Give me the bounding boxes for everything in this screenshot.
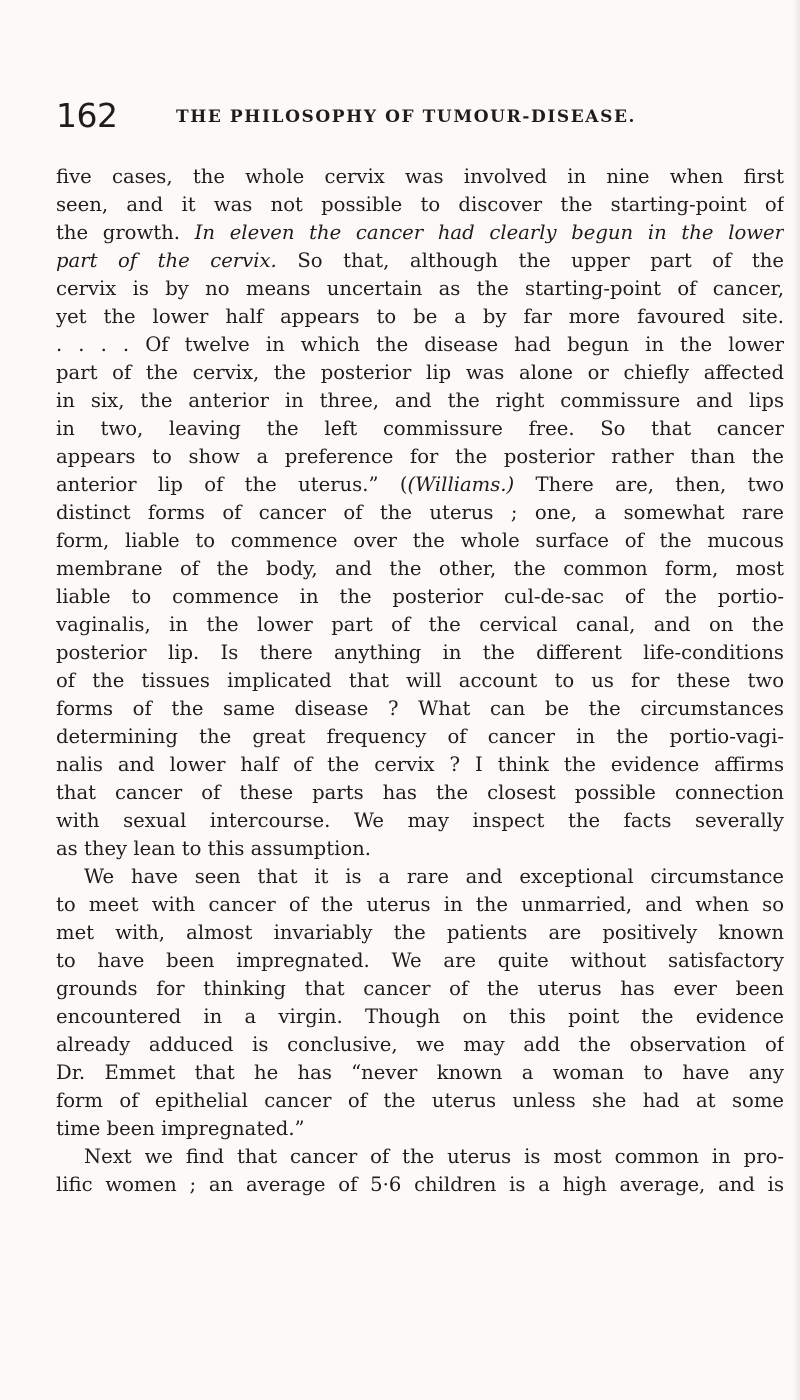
text-line: of the tissues implicated that will account to us for these two [56,669,784,692]
running-title: THE PHILOSOPHY OF TUMOUR-DISEASE. [175,107,637,127]
text-line: Dr. Emmet that he has “never known a woman to have any [56,1061,784,1084]
text-line: part of the cervix, the posterior lip was alone or chiefly affected [56,361,784,384]
page-number: 162 [56,96,118,135]
text-line: with sexual intercourse. We may inspect the facts severally [56,809,784,832]
text-line: vaginalis, in the lower part of the cervical canal, and on the [56,613,784,636]
text-line: liable to commence in the posterior cul-de-sac of the portio- [56,585,784,608]
text-line: determining the great frequency of cancer in the portio-vagi- [56,725,784,748]
text-line: grounds for thinking that cancer of the uterus has ever been [56,977,784,1000]
text-line: in six, the anterior in three, and the right commissure and lips [56,389,784,412]
text-line: encountered in a virgin. Though on this point the evidence [56,1005,784,1028]
text-line: cervix is by no means uncertain as the starting-point of cancer, [56,277,784,300]
text-line: We have seen that it is a rare and exceptional circumstance [84,865,784,888]
text-line: forms of the same disease ? What can be the circumstances [56,697,784,720]
text-line: appears to show a preference for the posterior rather than the [56,445,784,468]
italic-phrase: part of the cervix. [56,249,277,272]
text-line: lific women ; an average of 5·6 children is a high average, and is [56,1173,784,1196]
text-line: already adduced is conclusive, we may add the observation of [56,1033,784,1056]
text-line: membrane of the body, and the other, the common form, most [56,557,784,580]
text-line: . . . . Of twelve in which the disease had begun in the lower [56,333,784,356]
text-line: five cases, the whole cervix was involved in nine when first [56,165,784,188]
text-line: that cancer of these parts has the closest possible connection [56,781,784,804]
text-line: met with, almost invariably the patients are positively known [56,921,784,944]
text-line: seen, and it was not possible to discover the starting-point of [56,193,784,216]
text-line: to meet with cancer of the uterus in the unmarried, and when so [56,893,784,916]
text-line: the growth. In eleven the cancer had clearly begun in the lower [56,221,784,244]
text-line: time been impregnated.” [56,1117,305,1140]
text-line: Next we find that cancer of the uterus is most common in pro- [84,1145,784,1168]
text-line: yet the lower half appears to be a by far more favoured site. [56,305,784,328]
text-line: posterior lip. Is there anything in the different life-conditions [56,641,784,664]
page-header [56,96,756,136]
text-line: nalis and lower half of the cervix ? I think the evidence affirms [56,753,784,776]
citation-williams: (Williams.) [407,473,515,496]
text-line: form, liable to commence over the whole surface of the mucous [56,529,784,552]
body-text [56,163,784,1199]
text-line: as they lean to this assumption. [56,837,372,860]
text-line: to have been impregnated. We are quite without satisfactory [56,949,784,972]
text-line: part of the cervix. So that, although the upper part of the [56,249,784,272]
text-line: in two, leaving the left commissure free. So that cancer [56,417,784,440]
text-line: distinct forms of cancer of the uterus ; one, a somewhat rare [56,501,784,524]
italic-phrase: In eleven the cancer had clearly begun in the lower [194,221,784,244]
page-edge-shadow [793,0,800,1400]
text-line: form of epithelial cancer of the uterus unless she had at some [56,1089,784,1112]
text-line: anterior lip of the uterus.” ((Williams.) There are, then, two [56,473,784,496]
